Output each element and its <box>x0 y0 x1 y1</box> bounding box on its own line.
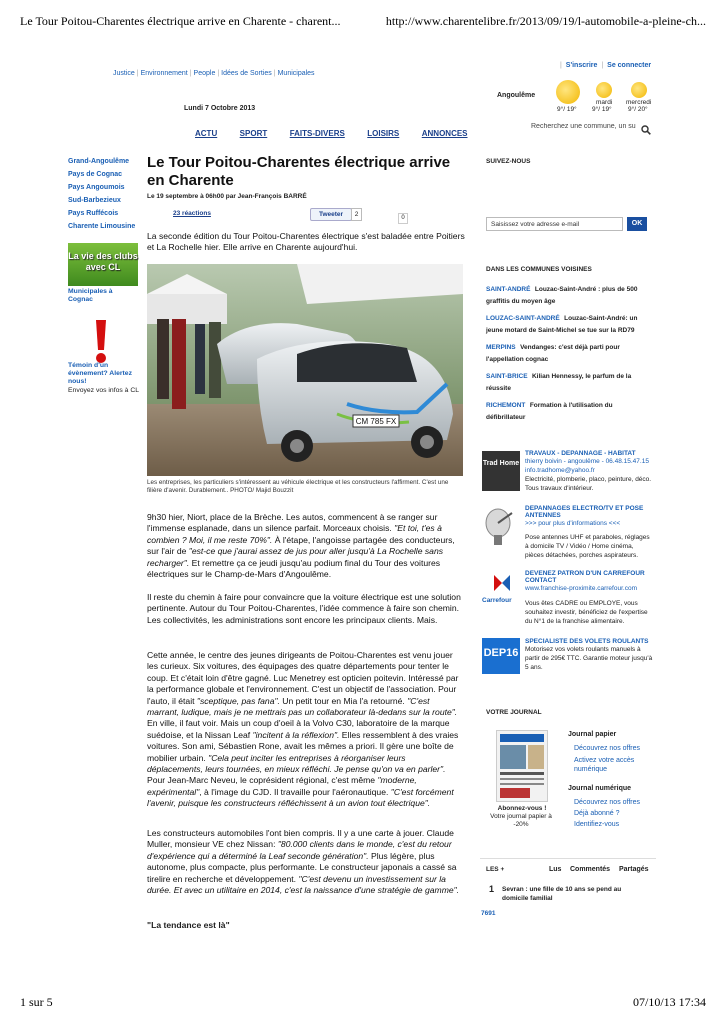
ad-carrefour-text: Vous êtes CADRE ou EMPLOYE, vous souhaitez investir, bénéficiez de l'expertise du N°1 de la franchise alimentaire. <box>525 600 648 625</box>
ad-carrefour: DEVENEZ PATRON D'UN CARREFOUR CONTACT www.franchise-proximite.carrefour.com <box>525 570 645 592</box>
menu-faits-divers[interactable]: FAITS-DIVERS <box>289 129 345 138</box>
search-icon[interactable] <box>641 122 650 131</box>
article-title: Le Tour Poitou-Charentes électrique arrive en Charente <box>147 154 451 189</box>
dep16-logo[interactable]: DEP16 <box>482 638 520 674</box>
print-footer-date: 07/10/13 17:34 <box>632 995 706 1009</box>
left-nav <box>68 155 140 233</box>
subscribe-title[interactable]: Abonnez-vous ! <box>497 805 547 812</box>
weather-wednesday-temps: 9°/ 20° <box>628 106 648 113</box>
digital-journal-links <box>574 797 640 830</box>
ad-antennes: DEPANNAGES ELECTRO/TV ET POSE ANTENNES >>> pour plus d'informations <<< <box>525 505 644 527</box>
menu-sport[interactable]: SPORT <box>239 129 268 138</box>
article-paragraph-2: Il reste du chemin à faire pour convaincre que la voiture électrique est une solution pertinente. Autour du Tour Poitou-Charentes, l'idée commence à faire son chemin. Les collectivités, les administrations sont encore les principaux clients. Mais. <box>147 592 461 625</box>
print-header-url: http://www.charentelibre.fr/2013/09/19/l-automobile-a-pleine-ch... <box>385 14 706 28</box>
top-nav-sorties[interactable]: Idées de Sorties <box>221 70 272 77</box>
menu-annonces[interactable]: ANNONCES <box>421 129 468 138</box>
register-link[interactable]: S'inscrire <box>565 62 598 69</box>
newsletter-email-input[interactable]: Saisissez votre adresse e-mail <box>486 217 623 231</box>
tweet-count: 2 <box>351 208 362 221</box>
weather-day-label: mardi <box>596 99 613 106</box>
paper-journal-title: Journal papier <box>568 731 617 738</box>
paper-offers-link[interactable]: Découvrez nos offres <box>574 745 641 752</box>
alert-icon <box>94 320 108 364</box>
tradhome-logo[interactable]: Trad Home <box>482 451 520 491</box>
digital-journal-title: Journal numérique <box>568 785 632 792</box>
journal-title: VOTRE JOURNAL <box>486 709 542 716</box>
sun-icon <box>556 80 580 104</box>
article-paragraph-1: 9h30 hier, Niort, place de la Brèche. Les autos, commencent à se ranger sur l'immense esplanade, dans un silence parfait. Morceaux choisis. "Et toi, t'es à combien ? Moi, il me reste 70%". À l'étape, l'angoisse partagée des conducteurs, sur l'air de "est-ce que j'aurai assez de jus pour aller jusqu'à La Rochelle sans recharger". Et remettre ça ce jeudi jusqu'au podium final du Tour des voitures électriques sur le Champ-de-Mars d'Angoulême. <box>147 512 455 580</box>
search-input[interactable]: Recherchez une commune, un su <box>531 123 636 130</box>
left-nav-charente-limousine[interactable]: Charente Limousine <box>68 223 136 230</box>
read-count: 7691 <box>481 910 496 917</box>
weather-city: Angoulême <box>497 92 536 99</box>
les-plus-title: LES + <box>486 866 505 873</box>
left-nav-pays-angoumois[interactable]: Pays Angoumois <box>68 184 125 191</box>
paper-journal-links <box>574 743 654 774</box>
subscribe-text: Votre journal papier à -20% <box>490 813 552 828</box>
top-nav: Justice | Environnement | People | Idées de Sorties | Municipales <box>113 70 315 77</box>
tweet-button[interactable]: Tweeter <box>310 208 352 221</box>
share-count: 0 <box>398 213 408 224</box>
communes-title: DANS LES COMMUNES VOISINES <box>486 266 592 273</box>
digital-offers-link[interactable]: Découvrez nos offres <box>574 799 641 806</box>
article-lead: La seconde édition du Tour Poitou-Charentes électrique s'est baladée entre Poitiers et La Rochelle hier. Elle arrive en Charente aujourd'hui. <box>147 231 465 253</box>
ranking-number: 1 <box>489 884 495 894</box>
tab-lus[interactable]: Lus <box>549 866 562 873</box>
tab-partages[interactable]: Partagés <box>619 866 649 873</box>
top-nav-justice[interactable]: Justice <box>113 70 135 77</box>
carrefour-logo-label: Carrefour <box>482 597 512 604</box>
ad-antennes-text: Pose antennes UHF et paraboles, réglages à domicile TV / Vidéo / Home cinéma, pièces détachées, porches aspirateurs. <box>525 534 650 559</box>
print-footer-page: 1 sur 5 <box>20 995 53 1009</box>
activate-digital-link[interactable]: Activez votre accès numérique <box>574 757 635 773</box>
list-item[interactable]: SAINT-BRICE Kilian Hennessy, le parfum de la réussite <box>486 373 632 392</box>
divider <box>480 858 656 859</box>
witness-title[interactable]: Témoin d'un évènement? Alertez nous! <box>68 362 132 385</box>
municipales-link[interactable]: Municipales à Cognac <box>68 288 113 303</box>
follow-us-title: SUIVEZ-NOUS <box>486 158 531 165</box>
login-link[interactable]: Se connecter <box>607 62 652 69</box>
weather-tuesday-temps: 9°/ 19° <box>592 106 612 113</box>
ad-tradhome: TRAVAUX - DEPANNAGE - HABITAT thierry boivin - angoulême - 06.48.15.47.15 info.tradhome@yahoo.fr Electricité, plomberie, placo, peinture, déco. Tous travaux d'intérieur. <box>525 450 652 492</box>
clubs-banner[interactable]: La vie des clubs avec CL <box>68 243 138 286</box>
article-paragraph-4: Les constructeurs automobiles l'ont bien compris. Il y a une carte à jouer. Claude Muller, monsieur VE chez Nissan: "80.000 clients dans le monde, c'est du retour d'expérience qui a déterminé la Leaf seconde génération". Plus légère, plus autonome, plus compacte, plus performante. Le constructeur japonais a cassé sa tirelire en recherche et développement. "C'est devenu un investissement sur la durée. Et avec un utilitaire en 2014, c'est la naissance d'une stratégie de gamme". <box>147 828 460 896</box>
article-subhead: "La tendance est là" <box>147 920 230 930</box>
left-nav-sud-barbezieux[interactable]: Sud-Barbezieux <box>68 197 121 204</box>
list-item[interactable]: LOUZAC-SAINT-ANDRÉ Louzac-Saint-André: un jeune motard de Saint-Michel se tue sur la RD79 <box>486 315 638 334</box>
print-header-title: Le Tour Poitou-Charentes électrique arrive en Charente - charent... <box>20 14 341 28</box>
current-date: Lundi 7 Octobre 2013 <box>184 105 256 112</box>
list-item[interactable]: RICHEMONT Formation à l'utilisation du défibrillateur <box>486 402 613 421</box>
reactions-link[interactable]: 23 réactions <box>173 210 211 217</box>
license-plate: CM 785 FX <box>355 417 397 426</box>
article-byline: Le 19 septembre à 06h00 par Jean-François BARRÉ <box>147 193 307 200</box>
left-nav-pays-cognac[interactable]: Pays de Cognac <box>68 171 123 178</box>
sun-icon <box>631 82 647 98</box>
weather-today-temps: 9°/ 19° <box>557 106 577 113</box>
article-photo[interactable] <box>147 264 463 476</box>
top-nav-environnement[interactable]: Environnement <box>140 70 188 77</box>
top-nav-people[interactable]: People <box>193 70 216 77</box>
menu-loisirs[interactable]: LOISIRS <box>367 129 400 138</box>
communes-list <box>486 282 648 422</box>
list-item[interactable]: MERPINS Vendanges: c'est déjà parti pour l'appellation cognac <box>486 344 620 363</box>
tab-commentes[interactable]: Commentés <box>570 866 611 873</box>
photo-caption: Les entreprises, les particuliers s'intéressent au véhicule électrique et les constructeurs l'affirment. C'est une filière d'avenir. Durablement.. PHOTO/ Majid Bouzzit <box>147 479 449 494</box>
ad-volets: SPECIALISTE DES VOLETS ROULANTS Motorisez vos volets roulants manuels à partir de 295€ TTC. Garantie moteur jusqu'à 5 ans. <box>525 638 653 671</box>
already-subscribed-link[interactable]: Déjà abonné ? <box>574 810 620 817</box>
witness-text: Envoyez vos infos à CL <box>68 387 140 394</box>
satellite-dish-icon <box>482 507 518 547</box>
left-nav-pays-ruffecois[interactable]: Pays Ruffécois <box>68 210 119 217</box>
account-links: | S'inscrire | Se connecter <box>560 62 652 69</box>
newspaper-cover[interactable] <box>496 730 548 802</box>
left-nav-grand-angouleme[interactable]: Grand-Angoulême <box>68 158 130 165</box>
main-menu <box>195 123 468 141</box>
login-journal-link[interactable]: Identifiez-vous <box>574 821 620 828</box>
article-paragraph-3: Cette année, le centre des jeunes dirigeants de Poitou-Charentes est venu jouer les curieux. Six voitures, des équipages des quatre départements pour tenter le coup. Et c'était loin d'être gagné. Luc Menetrey est opticien poitevin. Intéressé par la performance globale et l'environnement. C'est un objectif de l'association. Pour l'auto, il était "sceptique, pas fana". Un petit tour en Mia l'a retourné. "C'est marrant, ludique, mais je ne mettrais pas un collaborateur là-dedans sur la route". En ville, il faut voir. Mais un coup d'oeil à la Volvo C30, laboratoire de la marque suédoise, et la Nissan Leaf "incitent à la réflexion". Elles ressemblent à des vraies voitures. Son ami, Sébastien Rone, avait les mêmes a priori. Il gère une boîte de mobilier urbain. "Cela peut inciter les entreprises à réorganiser leurs déplacements, leurs tournées, en mieux réfléchi. Je pense qu'on va en parler". Pour Jean-Marc Neveu, le coprésident régional, c'est même "moderne, expérimental", à l'image du CJD. Il travaille pour l'aéronautique. "C'est forcément l'avenir, puisque les constructeurs réfléchissent à un avion tout électrique". <box>147 650 459 809</box>
list-item[interactable]: SAINT-ANDRÉ Louzac-Saint-André : plus de 500 graffitis du moyen âge <box>486 286 638 305</box>
ranking-item[interactable]: Sevran : une fille de 10 ans se pend au domicile familial <box>502 886 622 902</box>
weather-day-label: mercredi <box>626 99 652 106</box>
menu-actu[interactable]: ACTU <box>195 129 218 138</box>
sun-icon <box>596 82 612 98</box>
top-nav-municipales[interactable]: Municipales <box>277 70 315 77</box>
newsletter-ok-button[interactable]: OK <box>627 217 647 231</box>
